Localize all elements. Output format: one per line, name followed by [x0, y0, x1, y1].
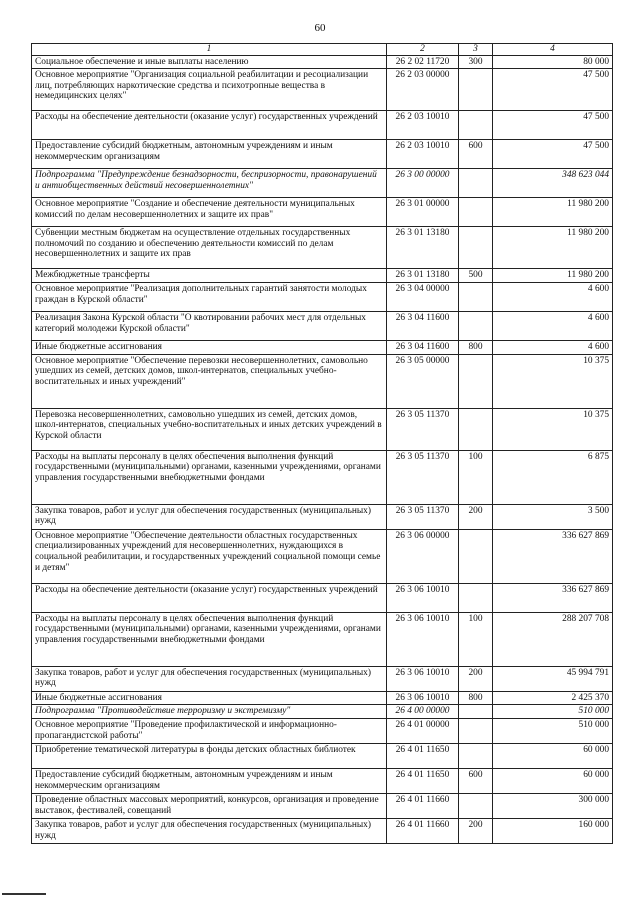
row-name-cell: Расходы на выплаты персоналу в целях обеспечения выполнения функций государственными (муниципальными) органами, казенными учреждениями, органами управления государственными внебюджетными фондами [32, 612, 387, 666]
row-sum-cell: 47 500 [493, 111, 613, 140]
row-name-cell: Иные бюджетные ассигнования [32, 691, 387, 705]
row-sum-cell: 80 000 [493, 55, 613, 69]
row-type-cell: 500 [459, 269, 493, 283]
row-sum-cell: 11 980 200 [493, 198, 613, 227]
row-type-cell: 600 [459, 768, 493, 793]
row-type-cell [459, 705, 493, 719]
row-type-cell [459, 283, 493, 312]
row-type-cell [459, 529, 493, 583]
row-code-cell: 26 3 05 00000 [387, 354, 459, 408]
row-name-cell: Предоставление субсидий бюджетным, автономным учреждениям и иным некоммерческим организациям [32, 768, 387, 793]
row-name-cell: Расходы на обеспечение деятельности (оказание услуг) государственных учреждений [32, 583, 387, 612]
row-name-cell: Реализация Закона Курской области "О квотировании рабочих мест для отдельных категорий молодежи Курской области" [32, 312, 387, 341]
row-type-cell [459, 169, 493, 198]
table-row [32, 140, 613, 169]
row-name-cell: Закупка товаров, работ и услуг для обеспечения государственных (муниципальных) нужд [32, 504, 387, 529]
table-row [32, 312, 613, 341]
row-type-cell: 200 [459, 666, 493, 691]
row-code-cell: 26 2 03 00000 [387, 69, 459, 111]
row-type-cell: 200 [459, 818, 493, 843]
row-name-cell: Приобретение тематической литературы в фонды детских областных библиотек [32, 743, 387, 768]
column-header-name: 1 [32, 44, 387, 56]
table-row [32, 450, 613, 504]
row-code-cell: 26 3 04 00000 [387, 283, 459, 312]
row-code-cell: 26 4 01 11660 [387, 793, 459, 818]
table-row [32, 666, 613, 691]
row-code-cell: 26 3 05 11370 [387, 504, 459, 529]
row-name-cell: Основное мероприятие "Организация социальной реабилитации и ресоциализации лиц, потребляющих наркотические средства и психотропные вещества в немедицинских целях" [32, 69, 387, 111]
table-row [32, 408, 613, 450]
row-code-cell: 26 2 03 10010 [387, 140, 459, 169]
scan-edge-mark [2, 893, 46, 895]
table-row [32, 529, 613, 583]
row-sum-cell: 6 875 [493, 450, 613, 504]
row-name-cell: Подпрограмма "Противодействие терроризму и экстремизму" [32, 705, 387, 719]
row-sum-cell: 2 425 370 [493, 691, 613, 705]
row-code-cell: 26 2 03 10010 [387, 111, 459, 140]
row-name-cell: Закупка товаров, работ и услуг для обеспечения государственных (муниципальных) нужд [32, 818, 387, 843]
table-row [32, 111, 613, 140]
row-name-cell: Межбюджетные трансферты [32, 269, 387, 283]
row-type-cell [459, 718, 493, 743]
row-type-cell: 600 [459, 140, 493, 169]
row-sum-cell: 47 500 [493, 140, 613, 169]
row-name-cell: Социальное обеспечение и иные выплаты населению [32, 55, 387, 69]
row-name-cell: Основное мероприятие "Создание и обеспечение деятельности муниципальных комиссий по делам несовершеннолетних и защите их прав" [32, 198, 387, 227]
row-name-cell: Перевозка несовершеннолетних, самовольно ушедших из семей, детских домов, школ-интернатов, специальных учебно-воспитательных и иных детских учреждений в Курской области [32, 408, 387, 450]
row-code-cell: 26 3 05 11370 [387, 408, 459, 450]
row-type-cell: 100 [459, 450, 493, 504]
row-type-cell [459, 312, 493, 341]
table-row [32, 283, 613, 312]
row-sum-cell: 47 500 [493, 69, 613, 111]
row-sum-cell: 11 980 200 [493, 227, 613, 269]
row-sum-cell: 60 000 [493, 743, 613, 768]
row-sum-cell: 11 980 200 [493, 269, 613, 283]
row-code-cell: 26 3 06 10010 [387, 612, 459, 666]
row-sum-cell: 45 994 791 [493, 666, 613, 691]
row-code-cell: 26 3 06 10010 [387, 666, 459, 691]
table-row [32, 169, 613, 198]
table-header-row [32, 44, 613, 56]
row-type-cell [459, 69, 493, 111]
page-number: 60 [314, 22, 326, 34]
table-row [32, 793, 613, 818]
row-name-cell: Расходы на выплаты персоналу в целях обеспечения выполнения функций государственными (муниципальными) органами, казенными учреждениями, органами управления государственными внебюджетными фондами [32, 450, 387, 504]
row-type-cell [459, 198, 493, 227]
table-row [32, 718, 613, 743]
budget-table [31, 43, 613, 844]
row-sum-cell: 160 000 [493, 818, 613, 843]
row-sum-cell: 10 375 [493, 408, 613, 450]
row-code-cell: 26 3 06 10010 [387, 583, 459, 612]
table-row [32, 354, 613, 408]
row-code-cell: 26 4 01 11650 [387, 743, 459, 768]
table-row [32, 768, 613, 793]
table-row [32, 341, 613, 355]
row-code-cell: 26 3 05 11370 [387, 450, 459, 504]
row-code-cell: 26 3 00 00000 [387, 169, 459, 198]
table-row [32, 504, 613, 529]
row-sum-cell: 300 000 [493, 793, 613, 818]
row-code-cell: 26 3 01 13180 [387, 269, 459, 283]
row-code-cell: 26 3 04 11600 [387, 341, 459, 355]
row-sum-cell: 348 623 044 [493, 169, 613, 198]
row-sum-cell: 4 600 [493, 312, 613, 341]
column-header-sum: 4 [493, 44, 613, 56]
row-name-cell: Проведение областных массовых мероприятий, конкурсов, организация и проведение выставок, фестивалей, совещаний [32, 793, 387, 818]
table-row [32, 743, 613, 768]
row-type-cell: 100 [459, 612, 493, 666]
row-sum-cell: 4 600 [493, 283, 613, 312]
table-row [32, 55, 613, 69]
row-name-cell: Основное мероприятие "Реализация дополнительных гарантий занятости молодых граждан в Курской области" [32, 283, 387, 312]
row-sum-cell: 510 000 [493, 705, 613, 719]
row-code-cell: 26 3 06 10010 [387, 691, 459, 705]
row-name-cell: Иные бюджетные ассигнования [32, 341, 387, 355]
row-type-cell [459, 793, 493, 818]
row-code-cell: 26 3 06 00000 [387, 529, 459, 583]
row-code-cell: 26 4 01 11650 [387, 768, 459, 793]
column-header-type: 3 [459, 44, 493, 56]
row-sum-cell: 3 500 [493, 504, 613, 529]
row-type-cell [459, 408, 493, 450]
row-type-cell: 800 [459, 341, 493, 355]
row-sum-cell: 60 000 [493, 768, 613, 793]
row-sum-cell: 288 207 708 [493, 612, 613, 666]
table-row [32, 269, 613, 283]
row-sum-cell: 510 000 [493, 718, 613, 743]
row-type-cell: 200 [459, 504, 493, 529]
row-sum-cell: 4 600 [493, 341, 613, 355]
row-code-cell: 26 4 01 11660 [387, 818, 459, 843]
row-sum-cell: 336 627 869 [493, 583, 613, 612]
row-code-cell: 26 3 04 11600 [387, 312, 459, 341]
table-row [32, 691, 613, 705]
row-type-cell: 300 [459, 55, 493, 69]
row-name-cell: Основное мероприятие "Обеспечение деятельности областных государственных специализированных учреждений для несовершеннолетних, нуждающихся в социальной реабилитации, и государственных учреждений социальной помощи семье и детям" [32, 529, 387, 583]
row-type-cell [459, 227, 493, 269]
row-code-cell: 26 3 01 13180 [387, 227, 459, 269]
row-type-cell: 800 [459, 691, 493, 705]
row-name-cell: Закупка товаров, работ и услуг для обеспечения государственных (муниципальных) нужд [32, 666, 387, 691]
row-type-cell [459, 583, 493, 612]
row-name-cell: Субвенции местным бюджетам на осуществление отдельных государственных полномочий по созданию и обеспечению деятельности комиссий по делам несовершеннолетних и защите их прав [32, 227, 387, 269]
row-type-cell [459, 354, 493, 408]
row-code-cell: 26 3 01 00000 [387, 198, 459, 227]
row-name-cell: Расходы на обеспечение деятельности (оказание услуг) государственных учреждений [32, 111, 387, 140]
row-code-cell: 26 2 02 11720 [387, 55, 459, 69]
table-row [32, 818, 613, 843]
row-name-cell: Основное мероприятие "Обеспечение перевозки несовершеннолетних, самовольно ушедших из семей, детских домов, школ-интернатов, специальных учебно-воспитательных и иных учреждений" [32, 354, 387, 408]
row-name-cell: Основное мероприятие "Проведение профилактической и информационно-пропагандистской работы" [32, 718, 387, 743]
row-type-cell [459, 111, 493, 140]
table-row [32, 227, 613, 269]
row-sum-cell: 336 627 869 [493, 529, 613, 583]
row-name-cell: Подпрограмма "Предупреждение безнадзорности, беспризорности, правонарушений и антиобщественных действий несовершеннолетних" [32, 169, 387, 198]
table-row [32, 583, 613, 612]
row-type-cell [459, 743, 493, 768]
table-row [32, 705, 613, 719]
row-code-cell: 26 4 00 00000 [387, 705, 459, 719]
table-row [32, 198, 613, 227]
row-name-cell: Предоставление субсидий бюджетным, автономным учреждениям и иным некоммерческим организациям [32, 140, 387, 169]
table-body [32, 55, 613, 843]
table-row [32, 69, 613, 111]
row-code-cell: 26 4 01 00000 [387, 718, 459, 743]
row-sum-cell: 10 375 [493, 354, 613, 408]
column-header-code: 2 [387, 44, 459, 56]
table-row [32, 612, 613, 666]
